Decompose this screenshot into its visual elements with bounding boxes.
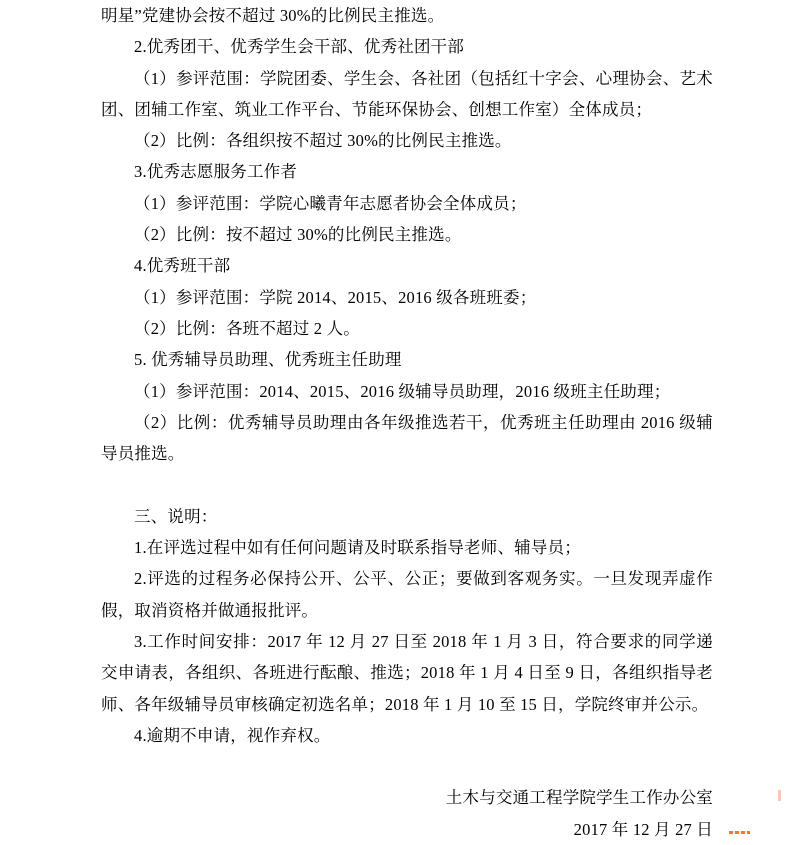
heading-4-class-cadres: 4.优秀班干部 (134, 256, 231, 276)
item-2-ratio: （2）比例：各组织按不超过 30%的比例民主推选。 (134, 131, 512, 151)
item-5-scope: （1）参评范围：2014、2015、2016 级辅导员助理，2016 级班主任助理； (134, 381, 671, 401)
note-2-fairness: 2.评选的过程务必保持公开、公平、公正；要做到客观务实。一旦发现弄虚作假，取消资格并做通报批评。 (101, 569, 713, 620)
note-4-overdue: 4.逾期不申请，视作弃权。 (134, 725, 331, 745)
section-3-notes-heading: 三、说明： (134, 506, 218, 526)
item-2-scope: （1）参评范围：学院团委、学生会、各社团（包括红十字会、心理协会、艺术团、团辅工作室、筑业工作平台、节能环保协会、创想工作室）全体成员； (101, 68, 713, 119)
document-body (101, 0, 713, 845)
heading-2-league-cadres: 2.优秀团干、优秀学生会干部、优秀社团干部 (134, 37, 465, 57)
orange-underline-artifact (729, 831, 750, 834)
item-3-scope: （1）参评范围：学院心曦青年志愿者协会全体成员； (134, 193, 527, 213)
heading-3-volunteer-workers: 3.优秀志愿服务工作者 (134, 162, 298, 182)
blank-line (101, 751, 713, 782)
item-3-ratio: （2）比例：按不超过 30%的比例民主推选。 (134, 225, 462, 245)
item-5-ratio: （2）比例：优秀辅导员助理由各年级推选若干，优秀班主任助理由 2016 级辅导员推选。 (101, 412, 713, 464)
item-4-ratio: （2）比例：各班不超过 2 人。 (134, 318, 360, 338)
note-1-contact: 1.在评选过程中如有任何问题请及时联系指导老师、辅导员； (134, 538, 581, 558)
heading-5-assistants: 5. 优秀辅导员助理、优秀班主任助理 (134, 350, 402, 370)
paragraph-party-star-tail: 明星”党建协会按不超过 30%的比例民主推选。 (101, 6, 445, 25)
signoff-date: 2017 年 12 月 27 日 (573, 819, 713, 839)
orange-tick-artifact (778, 790, 781, 801)
item-4-scope: （1）参评范围：学院 2014、2015、2016 级各班班委； (134, 287, 537, 307)
blank-line (101, 469, 713, 500)
note-3-schedule: 3.工作时间安排：2017 年 12 月 27 日至 2018 年 1 月 3 日，符合要求的同学递交申请表，各组织、各班进行酝酿、推选；2018 年 1 月 4 日至 9 日，各组织指导老师、各年级辅导员审核确定初选名单；2018 年 1 月 10 至 15 日，学院终审并公示。 (101, 631, 713, 714)
signoff-office: 土木与交通工程学院学生工作办公室 (445, 788, 713, 808)
